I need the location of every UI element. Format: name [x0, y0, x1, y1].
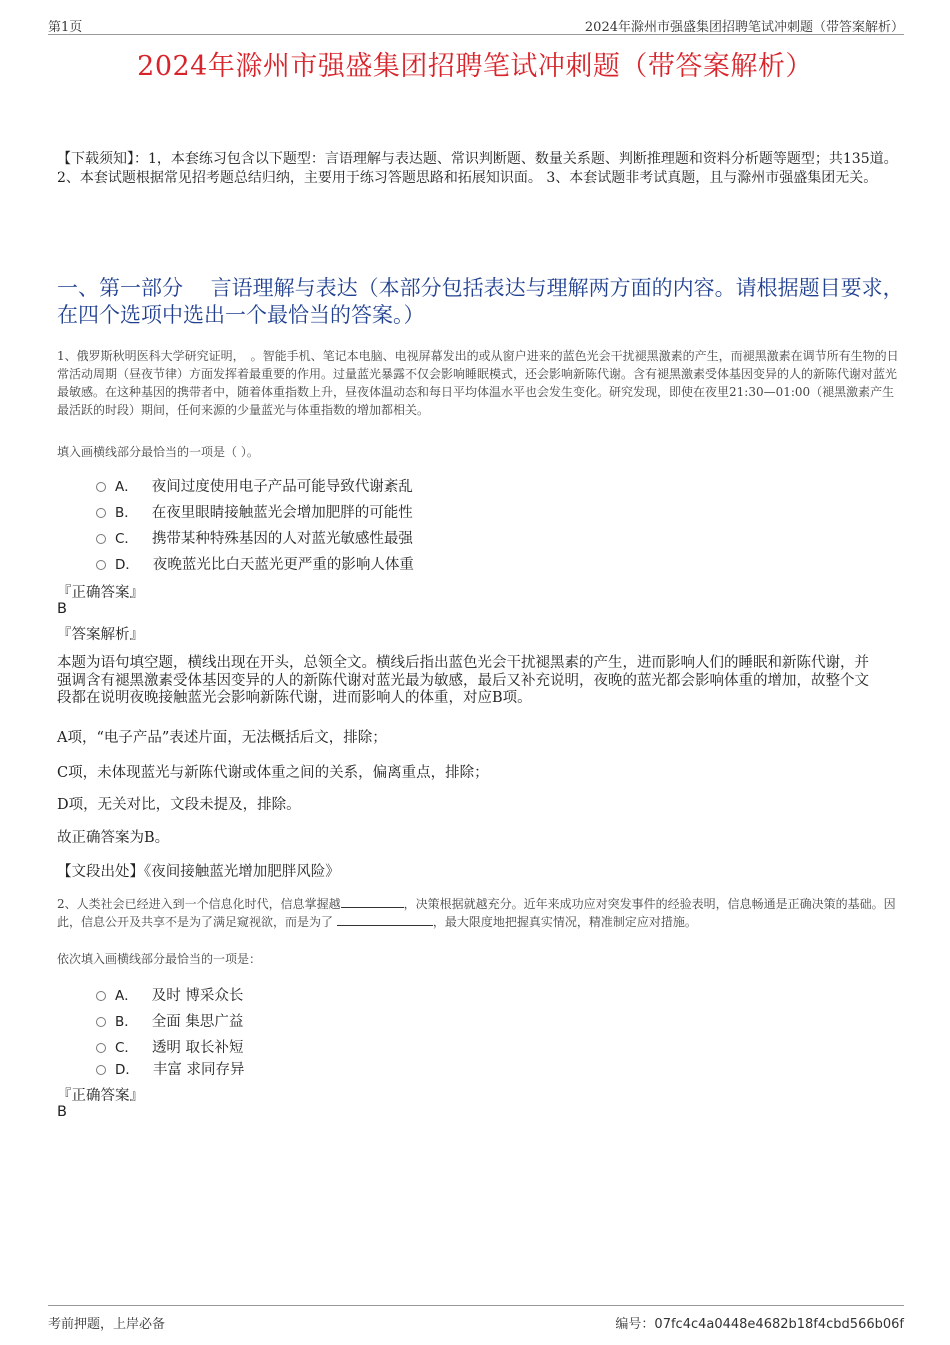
page-footer	[48, 1305, 904, 1332]
page-header	[48, 14, 904, 35]
question-1-text: 1、俄罗斯秋明医科大学研究证明， 。智能手机、笔记本电脑、电视屏幕发出的或从窗户进来的蓝色光会干扰褪黑激素的产生，而褪黑激素在调节所有生物的日常活动周期（昼夜节律）方面发挥着最重要的作用。过量蓝光暴露不仅会影响睡眠模式，还会影响新陈代谢。含有褪黑激素受体基因变异的人的新陈代谢对蓝光最敏感。在这种基因的携带者中，随着体重指数上升，昼夜体温动态和每日平均体温水平也会发生变化。研究发现，即使在夜里21:30—01:00（褪黑激素产生最活跃的时段）期间，任何来源的少量蓝光与体重指数的增加都相关。	[57, 349, 899, 417]
radio-icon[interactable]	[96, 508, 106, 518]
option-d[interactable]: D． 丰富 求同存异	[96, 1059, 245, 1077]
option-b[interactable]: B． 全面 集思广益	[96, 1007, 245, 1033]
header-doc-title: 2024年滁州市强盛集团招聘笔试冲刺题（带答案解析）	[584, 20, 904, 35]
question-1-prompt: 填入画横线部分最恰当的一项是（ ）。	[57, 445, 259, 459]
radio-icon[interactable]	[96, 560, 106, 570]
fill-blank-2	[337, 913, 433, 926]
question-2-answer: B	[57, 1104, 67, 1120]
option-b[interactable]: B． 在夜里眼睛接触蓝光会增加肥胖的可能性	[96, 498, 414, 524]
question-1-options	[96, 472, 414, 576]
option-c[interactable]: C． 携带某种特殊基因的人对蓝光敏感性最强	[96, 524, 414, 550]
question-1-analysis-heading: 『答案解析』	[57, 627, 144, 643]
footer-code: 编号：07fc4c4a0448e4682b18f4cbd566b06f	[615, 1317, 904, 1332]
option-a[interactable]: A． 及时 博采众长	[96, 981, 245, 1007]
fill-blank-1	[341, 895, 404, 908]
download-notice: 【下载须知】：1，本套练习包含以下题型：言语理解与表达题、常识判断题、数量关系题、判断推理题和资料分析题等题型；共135道。 2、本套试题根据常见招考题总结归纳，主要用于练习答题思路和拓展知识面。 3、本套试题非考试真题，且与滁州市强盛集团无关。	[57, 151, 898, 186]
radio-icon[interactable]	[96, 534, 106, 544]
question-2-options	[96, 981, 245, 1077]
analysis-line-a: A项，“电子产品”表述片面，无法概括后文，排除；	[57, 730, 387, 746]
document-title: 2024年滁州市强盛集团招聘笔试冲刺题（带答案解析）	[137, 51, 813, 82]
radio-icon[interactable]	[96, 1017, 106, 1027]
question-2-text: 2、人类社会已经进入到一个信息化时代，信息掌握越 ，决策根据就越充分。近年来成功应对突发事件的经验表明，信息畅通是正确决策的基础。因此，信息公开及共享不是为了满足窥视欲，而是为了 ，最大限度地把握真实情况，精准制定应对措施。	[57, 897, 896, 929]
question-1-answer: B	[57, 601, 67, 617]
analysis-line-d: D项，无关对比，文段未提及，排除。	[57, 797, 301, 813]
option-a[interactable]: A． 夜间过度使用电子产品可能导致代谢紊乱	[96, 472, 414, 498]
radio-icon[interactable]	[96, 1065, 106, 1075]
radio-icon[interactable]	[96, 482, 106, 492]
question-2-answer-heading: 『正确答案』	[57, 1088, 144, 1104]
page-number: 第1页	[48, 20, 83, 35]
analysis-source: 【文段出处】《夜间接触蓝光增加肥胖风险》	[57, 864, 340, 880]
question-1-analysis: 本题为语句填空题，横线出现在开头，总领全文。横线后指出蓝色光会干扰褪黑素的产生，进而影响人们的睡眠和新陈代谢，并强调含有褪黑激素受体基因变异的人的新陈代谢对蓝光最为敏感，最后又补充说明，夜晚的蓝光都会影响体重的增加，故整个文段都在说明夜晚接触蓝光会影响新陈代谢，进而影响人的体重，对应B项。	[57, 655, 869, 706]
analysis-line-c: C项，未体现蓝光与新陈代谢或体重之间的关系，偏离重点，排除；	[57, 765, 489, 781]
analysis-conclusion: 故正确答案为B。	[57, 830, 170, 846]
radio-icon[interactable]	[96, 1043, 106, 1053]
option-c[interactable]: C． 透明 取长补短	[96, 1033, 245, 1059]
option-d[interactable]: D． 夜晚蓝光比白天蓝光更严重的影响人体重	[96, 550, 414, 576]
question-1-answer-heading: 『正确答案』	[57, 585, 144, 601]
footer-slogan: 考前押题，上岸必备	[48, 1317, 166, 1332]
radio-icon[interactable]	[96, 991, 106, 1001]
question-2-prompt: 依次填入画横线部分最恰当的一项是：	[57, 952, 262, 966]
section-heading: 一、第一部分 言语理解与表达（本部分包括表达与理解两方面的内容。请根据题目要求，在四个选项中选出一个最恰当的答案。）	[57, 276, 904, 327]
